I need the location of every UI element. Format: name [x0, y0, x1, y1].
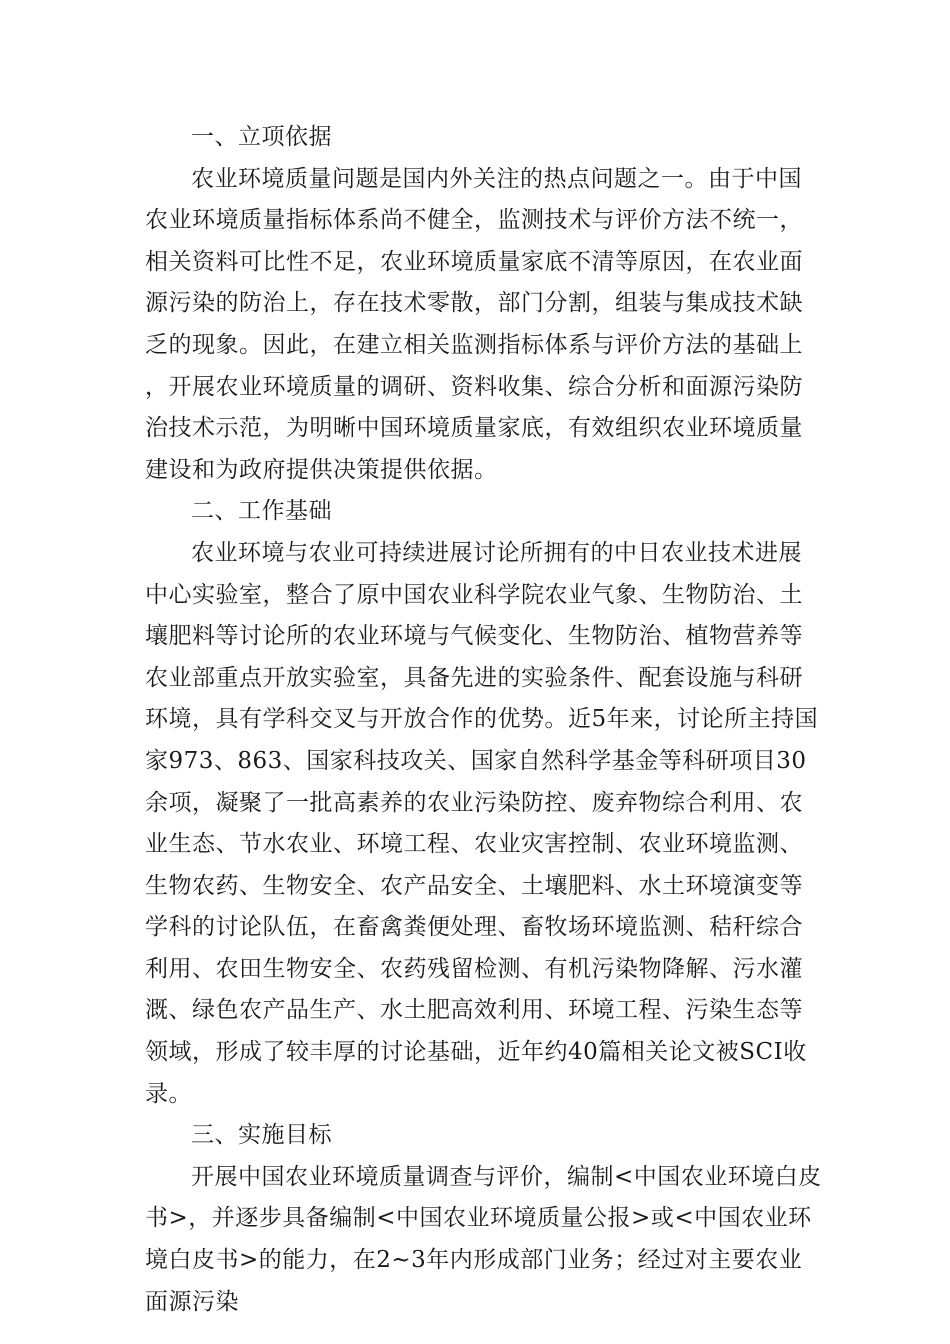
document-body	[145, 117, 825, 1323]
section-paragraph-foundation: 农业环境与农业可持续进展讨论所拥有的中日农业技术进展中心实验室，整合了原中国农业科学院农业气象、生物防治、土壤肥料等讨论所的农业环境与气候变化、生物防治、植物营养等农业部重点开放实验室，具备先进的实验条件、配套设施与科研环境，具有学科交叉与开放合作的优势。近5年来，讨论所主持国家973、863、国家科技攻关、国家自然科学基金等科研项目30余项，凝聚了一批高素养的农业污染防控、废弃物综合利用、农业生态、节水农业、环境工程、农业灾害控制、农业环境监测、生物农药、生物安全、农产品安全、土壤肥料、水土环境演变等学科的讨论队伍，在畜禽粪便处理、畜牧场环境监测、秸秆综合利用、农田生物安全、农药残留检测、有机污染物降解、污水灌溉、绿色农产品生产、水土肥高效利用、环境工程、污染生态等领域，形成了较丰厚的讨论基础，近年约40篇相关论文被SCI收录。	[145, 539, 819, 1107]
section-heading-foundation: 二、工作基础	[191, 498, 332, 525]
section-heading-basis: 一、立项依据	[191, 124, 332, 150]
section-paragraph-goals: 开展中国农业环境质量调查与评价，编制<中国农业环境白皮书>，并逐步具备编制<中国农业环境质量公报>或<中国农业环境白皮书>的能力，在2~3年内形成部门业务；经过对主要农业面源污染	[145, 1163, 822, 1315]
section-heading-goals: 三、实施目标	[191, 1122, 332, 1149]
section-paragraph-basis: 农业环境质量问题是国内外关注的热点问题之一。由于中国农业环境质量指标体系尚不健全，监测技术与评价方法不统一，相关资料可比性不足，农业环境质量家底不清等原因，在农业面源污染的防治上，存在技术零散，部门分割，组装与集成技术缺乏的现象。因此，在建立相关监测指标体系与评价方法的基础上，开展农业环境质量的调研、资料收集、综合分析和面源污染防治技术示范，为明晰中国环境质量家底，有效组织农业环境质量建设和为政府提供决策提供依据。	[145, 165, 803, 483]
